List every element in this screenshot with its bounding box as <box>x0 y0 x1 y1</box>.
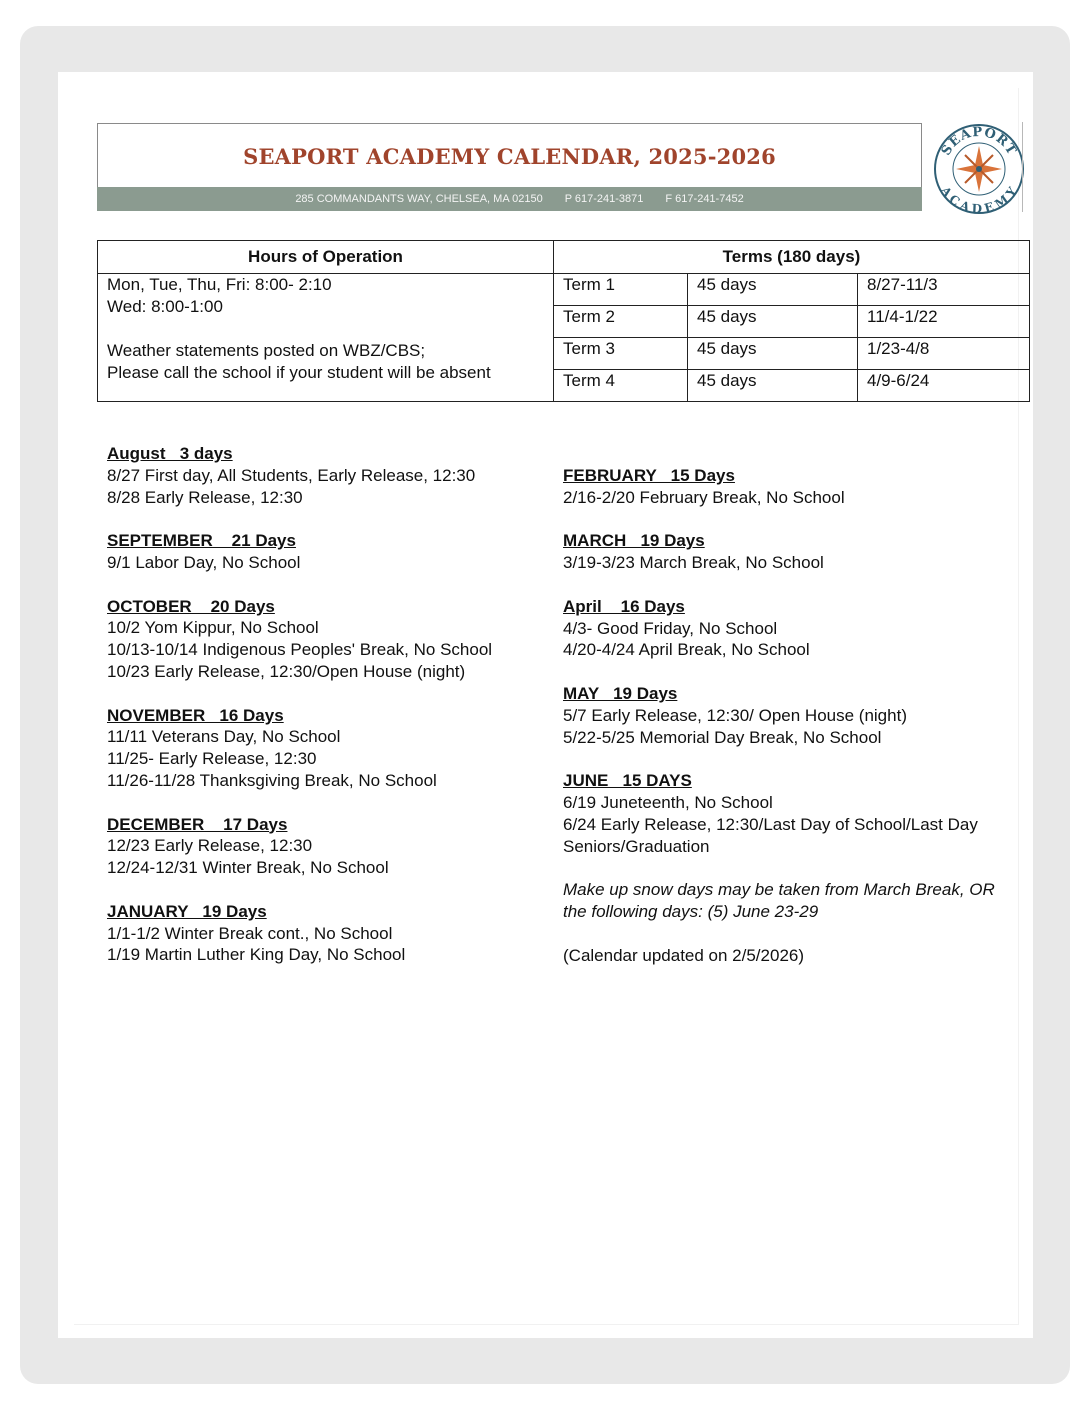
month-block-august <box>107 443 557 508</box>
term-days: 45 days <box>688 306 858 338</box>
schedule-right-column <box>563 465 1003 966</box>
hours-line: Wed: 8:00-1:00 <box>107 297 223 316</box>
month-heading: OCTOBER 20 Days <box>107 596 275 616</box>
hours-line: Please call the school if your student will be absent <box>107 363 491 382</box>
contact-bar <box>97 187 922 211</box>
month-block-march <box>563 530 1003 574</box>
month-heading: JANUARY 19 Days <box>107 901 267 921</box>
hours-line: Weather statements posted on WBZ/CBS; <box>107 341 426 360</box>
month-block-may <box>563 683 1003 748</box>
event-line: 5/7 Early Release, 12:30/ Open House (night) <box>563 705 907 725</box>
month-heading: MARCH 19 Days <box>563 531 705 551</box>
fax-text: F 617-241-7452 <box>665 193 744 205</box>
term-days: 45 days <box>688 338 858 370</box>
snow-days-note: Make up snow days may be taken from March Break, OR the following days: (5) June 23-29 <box>563 880 995 921</box>
hours-line: Mon, Tue, Thu, Fri: 8:00- 2:10 <box>107 275 332 294</box>
month-heading: FEBRUARY 15 Days <box>563 466 735 485</box>
month-block-june <box>563 770 1003 857</box>
hours-terms-table <box>97 240 1030 402</box>
term-dates: 1/23-4/8 <box>858 338 1030 370</box>
month-block-november <box>107 705 557 792</box>
event-line: 4/20-4/24 April Break, No School <box>563 640 810 660</box>
month-block-april <box>563 596 1003 661</box>
month-block-january <box>107 901 557 966</box>
event-line: 10/2 Yom Kippur, No School <box>107 618 319 638</box>
hours-cell <box>98 274 554 402</box>
header-title-box <box>97 123 922 188</box>
month-block-december <box>107 814 557 879</box>
seaport-academy-logo <box>932 122 1026 216</box>
hours-header: Hours of Operation <box>98 241 554 274</box>
event-line: 12/23 Early Release, 12:30 <box>107 836 313 856</box>
event-line: 8/28 Early Release, 12:30 <box>107 487 303 507</box>
term-name: Term 3 <box>554 338 688 370</box>
term-name: Term 2 <box>554 306 688 338</box>
event-line: 10/13-10/14 Indigenous Peoples' Break, No School <box>107 640 493 660</box>
month-heading: August 3 days <box>107 444 233 463</box>
event-line: 12/24-12/31 Winter Break, No School <box>107 858 389 878</box>
month-block-september <box>107 530 557 574</box>
term-name: Term 1 <box>554 274 688 306</box>
logo-text-top: SEAPORT <box>938 124 1020 159</box>
event-line: 9/1 Labor Day, No School <box>107 552 301 572</box>
term-dates: 11/4-1/22 <box>858 306 1030 338</box>
event-line: 6/19 Juneteenth, No School <box>563 792 773 812</box>
event-line: 4/3- Good Friday, No School <box>563 618 778 638</box>
event-line: 3/19-3/23 March Break, No School <box>563 553 824 573</box>
logo-divider <box>1022 122 1023 212</box>
month-heading: MAY 19 Days <box>563 683 678 703</box>
event-line: 1/19 Martin Luther King Day, No School <box>107 945 406 965</box>
event-line: 1/1-1/2 Winter Break cont., No School <box>107 923 393 943</box>
term-name: Term 4 <box>554 370 688 402</box>
event-line: 6/24 Early Release, 12:30/Last Day of School/Last Day Seniors/Graduation <box>563 814 978 856</box>
month-heading: DECEMBER 17 Days <box>107 814 288 834</box>
month-block-february <box>563 465 1003 509</box>
event-line: 8/27 First day, All Students, Early Release, 12:30 <box>107 465 476 485</box>
term-dates: 4/9-6/24 <box>858 370 1030 402</box>
term-dates: 8/27-11/3 <box>858 274 1030 306</box>
month-block-october <box>107 596 557 683</box>
event-line: 5/22-5/25 Memorial Day Break, No School <box>563 727 882 747</box>
month-heading: April 16 Days <box>563 596 685 616</box>
month-heading: NOVEMBER 16 Days <box>107 705 284 725</box>
event-line: 11/25- Early Release, 12:30 <box>107 749 317 769</box>
month-heading: JUNE 15 DAYS <box>563 771 692 791</box>
updated-note: (Calendar updated on 2/5/2026) <box>563 945 805 965</box>
logo-text-bottom: ACADEMY <box>937 183 1021 216</box>
phone-text: P 617-241-3871 <box>564 193 644 205</box>
schedule-left-column <box>107 443 557 988</box>
event-line: 11/26-11/28 Thanksgiving Break, No School <box>107 770 437 790</box>
event-line: 10/23 Early Release, 12:30/Open House (night) <box>107 661 466 681</box>
term-days: 45 days <box>688 370 858 402</box>
month-heading: SEPTEMBER 21 Days <box>107 531 296 551</box>
event-line: 11/11 Veterans Day, No School <box>107 727 341 747</box>
terms-header: Terms (180 days) <box>554 241 1030 274</box>
event-line: 2/16-2/20 February Break, No School <box>563 487 845 507</box>
page-title: SEAPORT ACADEMY CALENDAR, 2025-2026 <box>243 144 776 169</box>
hours-line <box>107 318 544 340</box>
term-days: 45 days <box>688 274 858 306</box>
address-text: 285 COMMANDANTS WAY, CHELSEA, MA 02150 <box>295 193 543 205</box>
